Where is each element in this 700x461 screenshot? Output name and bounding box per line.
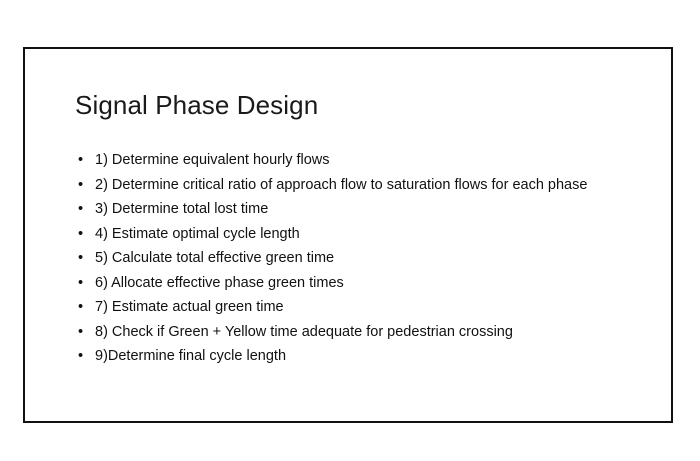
- list-item: [77, 324, 637, 340]
- bullet-icon: •: [78, 176, 84, 193]
- bullet-icon: •: [78, 250, 84, 266]
- list-item: [77, 250, 637, 266]
- list-item: [77, 152, 637, 168]
- list-item: [77, 348, 637, 364]
- bullet-icon: •: [78, 152, 84, 168]
- bullet-icon: •: [78, 323, 84, 340]
- list-item-text: 8) Check if Green + Yellow time adequate for pedestrian crossing: [95, 323, 513, 340]
- bullet-icon: •: [78, 274, 84, 291]
- bullet-list: [77, 152, 637, 373]
- bullet-icon: •: [78, 348, 84, 364]
- bullet-icon: •: [78, 299, 84, 315]
- list-item-text: 7) Estimate actual green time: [95, 299, 284, 315]
- list-item: [77, 226, 637, 242]
- list-item: [77, 299, 637, 315]
- list-item-text: 6) Allocate effective phase green times: [95, 274, 344, 291]
- bullet-icon: •: [78, 225, 84, 242]
- slide-frame: [23, 47, 673, 423]
- list-item-text: 1) Determine equivalent hourly flows: [95, 152, 330, 168]
- slide-title: Signal Phase Design: [75, 90, 319, 120]
- list-item: [77, 201, 637, 217]
- list-item: [77, 275, 637, 291]
- list-item: [77, 177, 637, 193]
- list-item-text: 3) Determine total lost time: [95, 201, 269, 217]
- list-item-text: 2) Determine critical ratio of approach flow to saturation flows for each phase: [95, 176, 588, 193]
- bullet-icon: •: [78, 201, 84, 217]
- list-item-text: 5) Calculate total effective green time: [95, 250, 335, 266]
- list-item-text: 9)Determine final cycle length: [95, 348, 287, 364]
- list-item-text: 4) Estimate optimal cycle length: [95, 225, 300, 242]
